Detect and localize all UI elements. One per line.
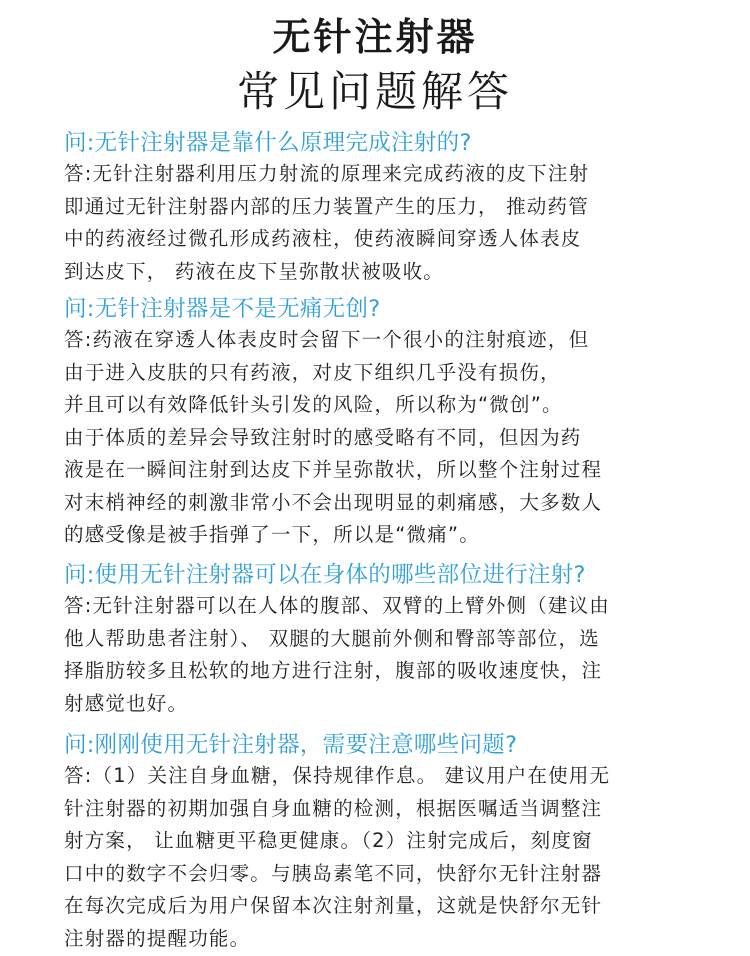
faq-answer-line: 射方案， 让血糖更平稳更健康。（2）注射完成后，刻度窗 <box>64 829 593 852</box>
faq-answer-line: 答:无针注射器利用压力射流的原理来完成药液的皮下注射 <box>64 162 590 185</box>
faq-answer <box>64 324 704 552</box>
faq-answer-line: 射感觉也好。 <box>64 691 189 715</box>
page-subtitle: 常见问题解答 <box>236 67 513 116</box>
faq-answer-line: 中的药液经过微孔形成药液柱，使药液瞬间穿透人体表皮 <box>64 227 582 250</box>
faq-answer-line: 注射器的提醒功能。 <box>64 926 251 950</box>
faq-answer <box>64 590 704 720</box>
faq-answer <box>64 760 704 955</box>
faq-answer-line: 答:无针注射器可以在人体的腹部、双臂的上臂外侧（建议由 <box>64 594 610 617</box>
faq-answer-line: 液是在一瞬间注射到达皮下并呈弥散状，所以整个注射过程 <box>64 458 603 481</box>
faq-answer-line: 口中的数字不会归零。与胰岛素笔不同，快舒尔无针注射器 <box>64 861 603 885</box>
faq-answer-line: 他人帮助患者注射）、 双腿的大腿前外侧和臀部等部位，选 <box>64 626 600 650</box>
faq-question: 问:无针注射器是不是无痛无创? <box>64 296 381 322</box>
faq-item-principle <box>64 128 704 288</box>
faq-answer-line: 答:药液在穿透人体表皮时会留下一个很小的注射痕迹，但 <box>64 328 590 351</box>
faq-answer-line: 对末梢神经的刺激非常小不会出现明显的刺痛感，大多数人 <box>64 490 603 514</box>
faq-answer-line: 的感受像是被手指弹了一下，所以是“微痛”。 <box>64 523 480 546</box>
faq-answer-line: 择脂肪较多且松软的地方进行注射，腹部的吸收速度快，注 <box>64 659 603 682</box>
faq-answer-line: 在每次完成后为用户保留本次注射剂量，这就是快舒尔无针 <box>64 894 603 917</box>
faq-answer-line: 针注射器的初期加强自身血糖的检测，根据医嘱适当调整注 <box>64 796 603 820</box>
faq-question: 问:使用无针注射器可以在身体的哪些部位进行注射? <box>64 562 586 588</box>
faq-item-painless <box>64 294 704 552</box>
page-title: 无针注射器 <box>272 15 478 59</box>
faq-answer-line: 答:（1）关注自身血糖，保持规律作息。 建议用户在使用无 <box>64 764 611 787</box>
faq-item-injection-sites <box>64 560 704 720</box>
faq-answer <box>64 158 704 288</box>
faq-question: 问:无针注射器是靠什么原理完成注射的? <box>64 130 472 156</box>
faq-item-precautions <box>64 730 704 955</box>
faq-answer-line: 由于进入皮肤的只有药液，对皮下组织几乎没有损伤， <box>64 360 561 384</box>
faq-answer-line: 由于体质的差异会导致注射时的感受略有不同，但因为药 <box>64 425 582 449</box>
faq-answer-line: 到达皮下， 药液在皮下呈弥散状被吸收。 <box>64 259 444 283</box>
faq-question: 问:刚刚使用无针注射器，需要注意哪些问题? <box>64 732 518 758</box>
faq-answer-line: 并且可以有效降低针头引发的风险，所以称为“微创”。 <box>64 393 563 416</box>
faq-answer-line: 即通过无针注射器内部的压力装置产生的压力， 推动药管 <box>64 194 589 218</box>
